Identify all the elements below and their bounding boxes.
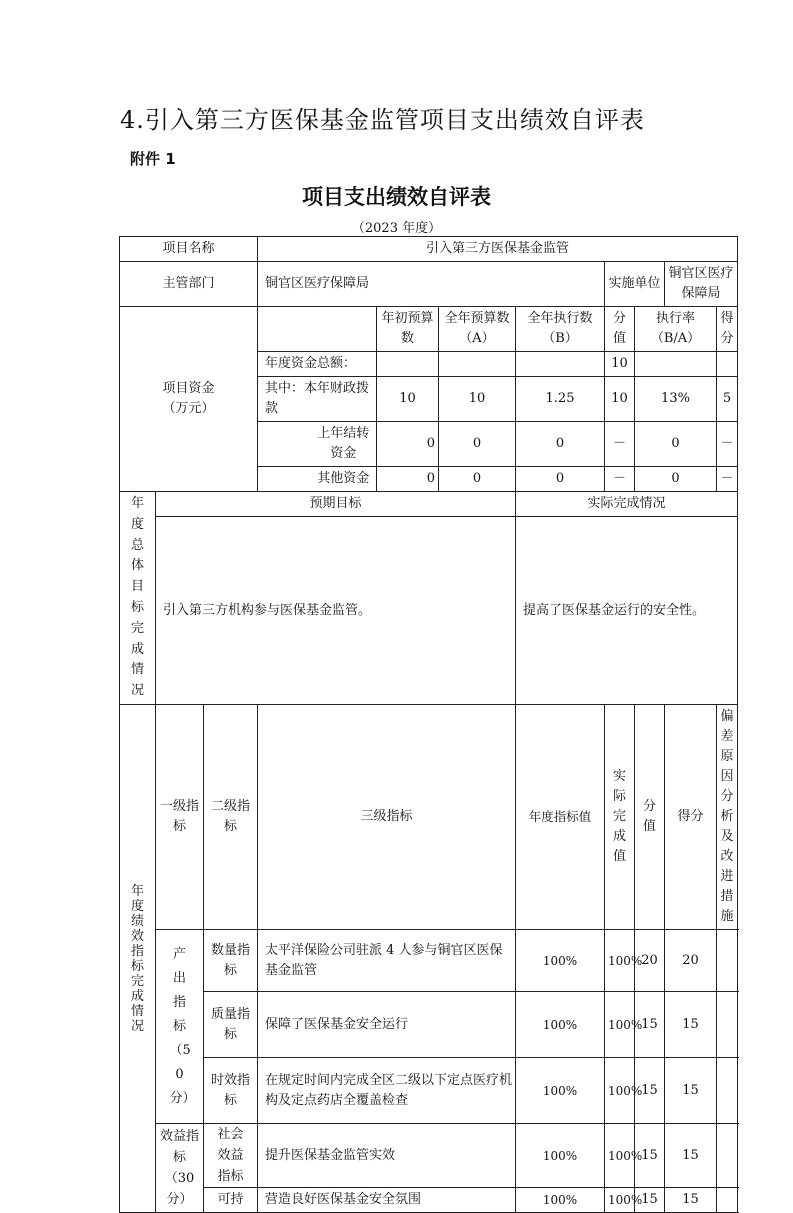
project-name-row [120,237,738,262]
indicator-level3: 提升医保基金监管实效 [258,1124,516,1188]
output-group-text: 产出指标（50分） [169,946,196,1106]
goals-side-text: 年度总体目标完成情况 [130,496,144,699]
indicator-score: 15 [665,992,717,1058]
indicator-points: 15 [635,1188,665,1213]
indicator-level2: 可持 [204,1188,258,1213]
funds-row-points: 10 [605,377,635,422]
indicator-score: 15 [665,1124,717,1188]
funds-row-exec [516,352,605,377]
output-group-label [156,930,204,1124]
funds-row-indent [258,467,311,492]
funds-row-rate: 13% [635,377,717,422]
indicator-reason [717,1124,738,1188]
indicator-points: 15 [635,1058,665,1124]
indicator-level2: 时效指标 [204,1058,258,1124]
funds-row-budget: 0 [439,422,516,467]
indicator-level2: 社会效益指标 [204,1124,258,1188]
indicator-target: 100% [516,1058,605,1124]
indicator-points: 15 [635,1124,665,1188]
funds-header-points: 分值 [605,307,635,352]
funds-row-score: － [717,467,738,492]
dept-value: 铜官区医疗保障局 [258,262,605,307]
indicator-level2: 质量指标 [204,992,258,1058]
indicator-row [120,1188,738,1213]
funds-row-init: 0 [377,467,439,492]
funds-row-init [377,352,439,377]
funds-header-score: 得分 [717,307,738,352]
table-title: 项目支出绩效自评表 [302,185,491,209]
funds-row-rate: 0 [635,467,717,492]
funds-header-exec: 全年执行数（B） [516,307,605,352]
indicator-actual: 100% [605,1058,635,1124]
funds-row-budget: 0 [439,467,516,492]
funds-row-name: 上年结转资金 [311,422,377,467]
funds-row-rate [635,352,717,377]
points-header: 分值 [635,705,665,930]
indicator-reason [717,930,738,992]
project-name-value: 引入第三方医保基金监管 [258,237,738,262]
indicators-side-text: 年度绩效指标完成情况 [130,883,144,1034]
impl-label: 实施单位 [605,262,665,307]
funds-label: 项目资金 （万元） [120,307,258,492]
funds-row-name: 其他资金 [311,467,377,492]
funds-row-name: 其中：本年财政拨款 [258,377,377,422]
expected-goal-header: 预期目标 [156,492,516,517]
indicator-target: 100% [516,930,605,992]
goals-content-row [120,517,738,705]
reason-header: 偏差原因分析及改进措施 [717,705,738,930]
attachment-label: 附件 1 [130,150,176,168]
indicator-reason [717,1188,738,1213]
goals-side-label [120,492,156,705]
indicator-reason [717,1058,738,1124]
benefit-group-text: 效益指标（30分） [159,1129,199,1207]
indicator-row [120,1058,738,1124]
indicators-side-label [120,705,156,1213]
department-row [120,262,738,307]
indicator-score: 15 [665,1058,717,1124]
indicator-row [120,930,738,992]
indicator-level3: 营造良好医保基金安全氛围 [258,1188,516,1213]
indicator-points: 15 [635,992,665,1058]
indicator-level2: 数量指标 [204,930,258,992]
funds-header-blank [258,307,377,352]
funds-row-exec: 0 [516,467,605,492]
indicator-level3: 保障了医保基金安全运行 [258,992,516,1058]
indicator-target: 100% [516,992,605,1058]
expected-goal-text: 引入第三方机构参与医保基金监管。 [156,517,516,705]
funds-row-init: 10 [377,377,439,422]
indicator-actual: 100% [605,930,635,992]
funds-header-row [120,307,738,352]
funds-row-points: － [605,467,635,492]
indicator-level3: 太平洋保险公司驻派 4 人参与铜官区医保基金监管 [258,930,516,992]
funds-row-points: 10 [605,352,635,377]
year-label: （2023 年度） [351,221,442,236]
funds-row-rate: 0 [635,422,717,467]
score-header: 得分 [665,705,717,930]
funds-row-init: 0 [377,422,439,467]
funds-header-init: 年初预算数 [377,307,439,352]
indicator-points: 20 [635,930,665,992]
indicator-row [120,992,738,1058]
funds-row-budget [439,352,516,377]
goals-header-row [120,492,738,517]
indicators-header-row [120,705,738,930]
benefit-group-label [156,1124,204,1213]
funds-row-score [717,352,738,377]
level3-header: 三级指标 [258,705,516,930]
indicator-row [120,1124,738,1188]
level1-header: 一级指标 [156,705,204,930]
indicator-target: 100% [516,1124,605,1188]
self-evaluation-table [119,236,738,1213]
funds-row-score: － [717,422,738,467]
funds-row-name: 年度资金总额： [258,352,377,377]
indicator-score: 15 [665,1188,717,1213]
funds-row-exec: 1.25 [516,377,605,422]
target-header: 年度指标值 [516,705,605,930]
project-name-label: 项目名称 [120,237,258,262]
level2-header: 二级指标 [204,705,258,930]
actual-goal-header: 实际完成情况 [516,492,738,517]
funds-header-rate: 执行率（B/A） [635,307,717,352]
impl-value: 铜官区医疗保障局 [665,262,738,307]
funds-row-exec: 0 [516,422,605,467]
funds-row-indent [258,422,311,467]
funds-row-points: － [605,422,635,467]
indicator-actual: 100% [605,1124,635,1188]
funds-row-budget: 10 [439,377,516,422]
indicator-actual: 100% [605,992,635,1058]
indicator-target: 100% [516,1188,605,1213]
funds-row-score: 5 [717,377,738,422]
indicator-score: 20 [665,930,717,992]
actual-goal-text: 提高了医保基金运行的安全性。 [516,517,738,705]
document-heading: 4.引入第三方医保基金监管项目支出绩效自评表 [120,106,645,134]
indicator-level3: 在规定时间内完成全区二级以下定点医疗机构及定点药店全覆盖检查 [258,1058,516,1124]
dept-label: 主管部门 [120,262,258,307]
indicator-actual: 100% [605,1188,635,1213]
actual-header: 实际完成值 [605,705,635,930]
funds-header-budget: 全年预算数（A） [439,307,516,352]
indicator-reason [717,992,738,1058]
